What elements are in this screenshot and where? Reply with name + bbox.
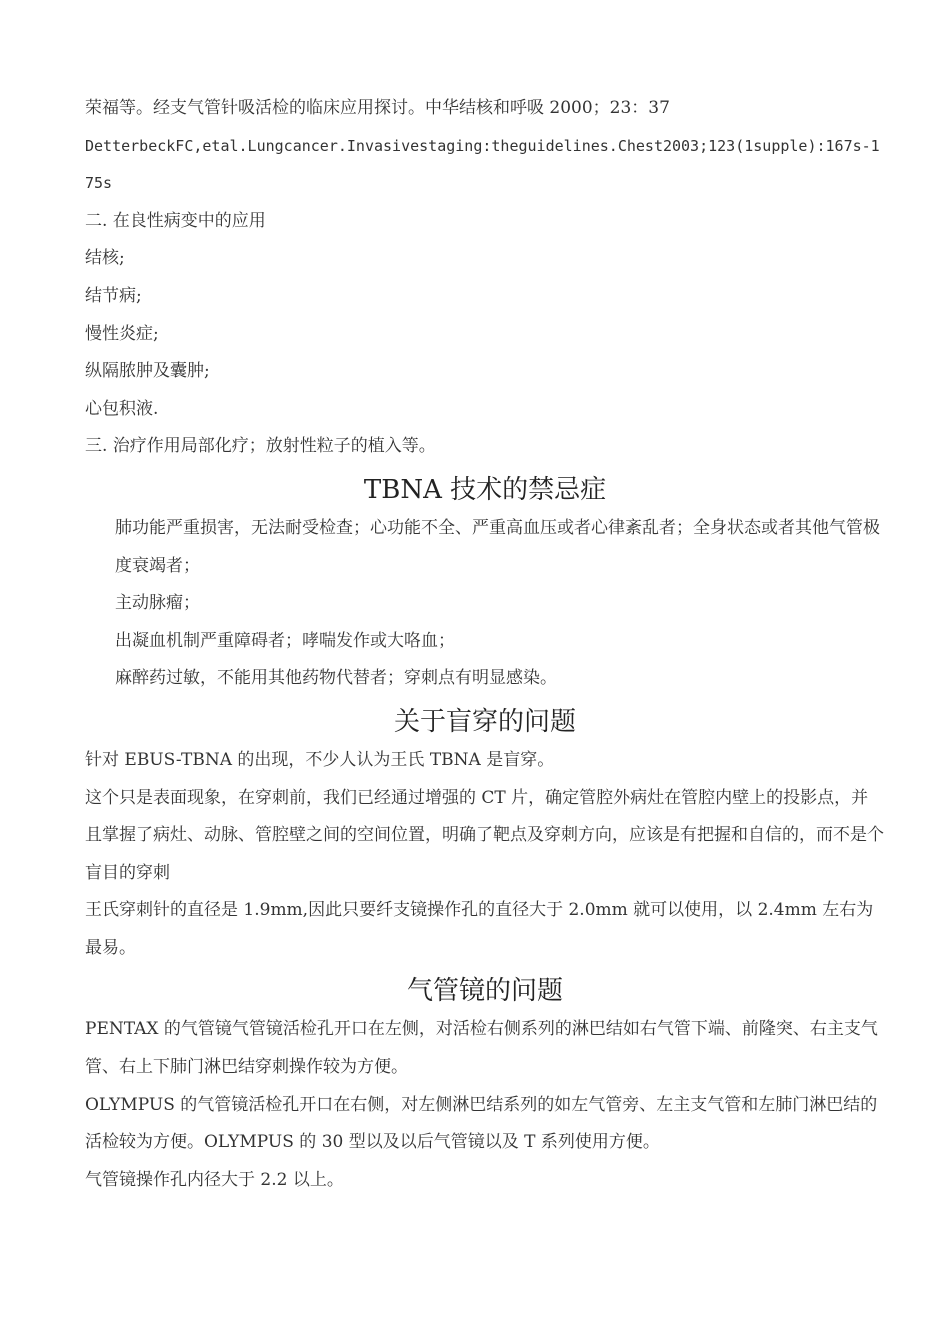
blind-paragraph: 这个只是表面现象，在穿刺前，我们已经通过增强的 CT 片，确定管腔外病灶在管腔内壁上的投影点，并且掌握了病灶、动脉、管腔壁之间的空间位置，明确了靶点及穿刺方向，应该是有把握和自信的，而不是个盲目的穿刺 <box>85 787 884 883</box>
benign-heading: 二. 在良性病变中的应用 <box>85 210 266 231</box>
contraindication-item: 出凝血机制严重障碍者；哮喘发作或大咯血； <box>115 630 455 651</box>
benign-item: 心包积液. <box>85 398 159 419</box>
benign-item: 慢性炎症; <box>85 323 159 344</box>
bronchoscope-paragraph: 气管镜操作孔内径大于 2.2 以上。 <box>85 1169 344 1190</box>
reference-1: 荣福等。经支气管针吸活检的临床应用探讨。中华结核和呼吸 2000；23：37 <box>85 98 670 118</box>
benign-item: 结节病; <box>85 285 142 306</box>
benign-item: 纵隔脓肿及囊肿; <box>85 361 210 382</box>
blind-paragraph: 王氏穿刺针的直径是 1.9mm,因此只要纤支镜操作孔的直径大于 2.0mm 就可以使用，以 2.4mm 左右为最易。 <box>85 900 874 958</box>
bronchoscope-title: 气管镜的问题 <box>406 976 563 1007</box>
reference-2: DetterbeckFC,etal.Lungcancer.Invasivestaging:theguidelines.Chest2003;123(1supple):167s-175s <box>85 136 880 193</box>
contraindication-item: 主动脉瘤； <box>115 593 200 614</box>
contraindication-item: 肺功能严重损害，无法耐受检查；心功能不全、严重高血压或者心律紊乱者；全身状态或者其他气管极度衰竭者； <box>115 517 880 576</box>
contraindications-title: TBNA 技术的禁忌症 <box>363 474 607 505</box>
document-body <box>85 90 885 1199</box>
treatment-line: 三. 治疗作用局部化疗；放射性粒子的植入等。 <box>85 436 436 457</box>
contraindication-item: 麻醉药过敏，不能用其他药物代替者；穿刺点有明显感染。 <box>115 668 557 689</box>
benign-item: 结核; <box>85 248 125 269</box>
bronchoscope-paragraph: PENTAX 的气管镜气管镜活检孔开口在左侧，对活检右侧系列的淋巴结如右气管下端、前隆突、右主支气管、右上下肺门淋巴结穿刺操作较为方便。 <box>85 1019 878 1078</box>
blind-puncture-title: 关于盲穿的问题 <box>393 706 576 737</box>
bronchoscope-paragraph: OLYMPUS 的气管镜活检孔开口在右侧，对左侧淋巴结系列的如左气管旁、左主支气管和左肺门淋巴结的活检较为方便。OLYMPUS 的 30 型以及以后气管镜以及 T 系列使用方便。 <box>85 1094 878 1153</box>
blind-paragraph: 针对 EBUS-TBNA 的出现，不少人认为王氏 TBNA 是盲穿。 <box>85 749 555 770</box>
